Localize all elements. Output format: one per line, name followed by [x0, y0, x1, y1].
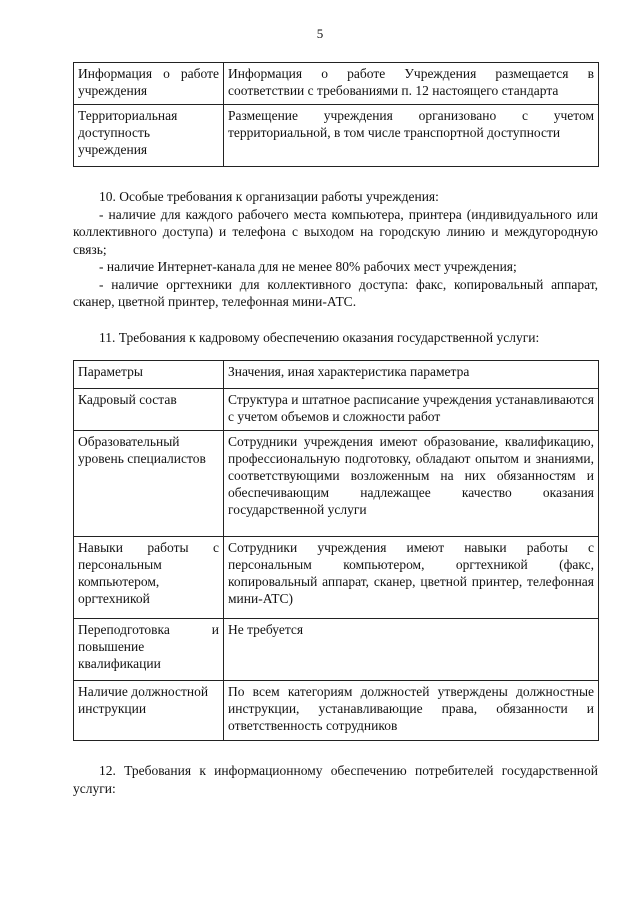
param-cell: Информация о работе учреждения [74, 63, 224, 105]
section-11 [73, 329, 598, 347]
param-cell: Наличие должностной инструкции [74, 681, 224, 741]
header-param-cell: Параметры [74, 361, 224, 389]
value-cell: По всем категориям должностей утверждены должностные инструкции, устанавливающие права, обязанности и ответственность сотрудников [224, 681, 599, 741]
section-12 [73, 762, 598, 797]
table-row [74, 63, 599, 105]
section-12-heading: 12. Требования к информационному обеспечению потребителей государственной услуги: [73, 763, 598, 796]
value-cell: Информация о работе Учреждения размещается в соответствии с требованиями п. 12 настоящего стандарта [224, 63, 599, 105]
table-row [74, 681, 599, 741]
param-cell: Территориальная доступность учреждения [74, 105, 224, 167]
param-cell: Кадровый состав [74, 389, 224, 431]
list-item: - наличие Интернет-канала для не менее 80% рабочих мест учреждения; [99, 259, 517, 274]
table-row [74, 431, 599, 537]
table-row [74, 537, 599, 619]
header-value-cell: Значения, иная характеристика параметра [224, 361, 599, 389]
value-cell: Структура и штатное расписание учреждения устанавливаются с учетом объемов и сложности работ [224, 389, 599, 431]
staffing-table [73, 360, 599, 741]
information-table [73, 62, 599, 167]
section-10 [73, 188, 598, 311]
table-row [74, 389, 599, 431]
value-cell: Размещение учреждения организовано с учетом территориальной, в том числе транспортной доступности [224, 105, 599, 167]
table-row [74, 619, 599, 681]
param-cell: Навыки работы с персональным компьютером, оргтехникой [74, 537, 224, 619]
value-cell: Сотрудники учреждения имеют образование, квалификацию, профессиональную подготовку, обладают опытом и знаниями, соответствующими возложенным на них обязанностям и обеспечивающим надлежащее качество оказания государственной услуги [224, 431, 599, 537]
param-cell: Образовательный уровень специалистов [74, 431, 224, 537]
table-row [74, 105, 599, 167]
page-number: 5 [316, 26, 324, 41]
list-item: - наличие для каждого рабочего места компьютера, принтера (индивидуального или коллективного доступа) и телефона с выходом на городскую линию и междугородную связь; [73, 206, 598, 257]
list-item: - наличие оргтехники для коллективного доступа: факс, копировальный аппарат, сканер, цветной принтер, телефонная мини-АТС. [73, 276, 598, 309]
value-cell: Сотрудники учреждения имеют навыки работы с персональным компьютером, оргтехникой (факс, копировальный аппарат, сканер, цветной принтер, телефонная мини-АТС) [224, 537, 599, 619]
section-11-heading: 11. Требования к кадровому обеспечению оказания государственной услуги: [99, 330, 540, 345]
section-10-heading: 10. Особые требования к организации работы учреждения: [99, 189, 439, 204]
table-header-row [74, 361, 599, 389]
value-cell: Не требуется [224, 619, 599, 681]
param-cell: Переподготовка и повышение квалификации [74, 619, 224, 681]
